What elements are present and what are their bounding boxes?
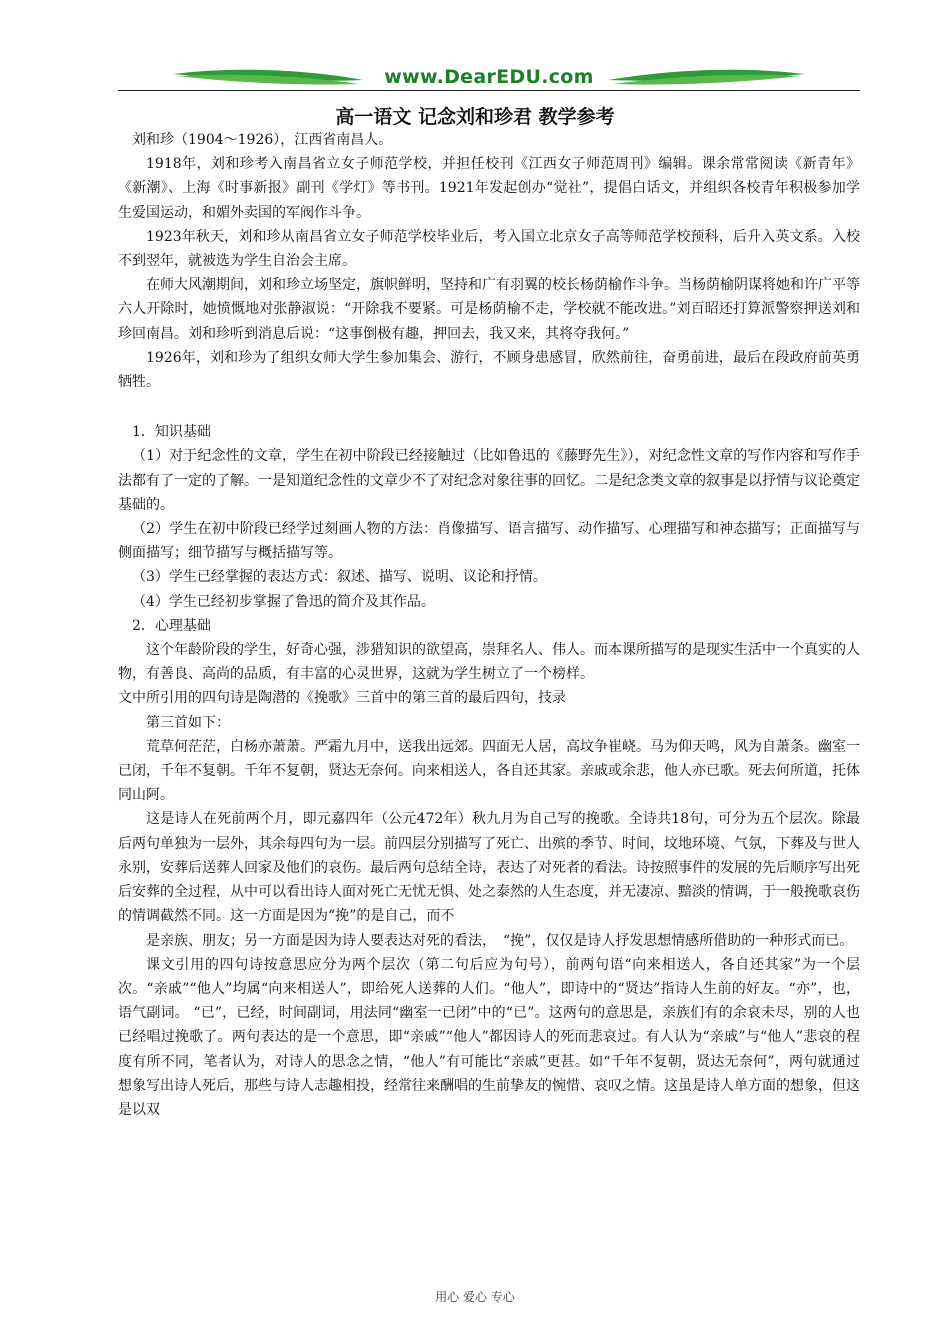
page-title: 高一语文 记念刘和珍君 教学参考: [335, 106, 615, 128]
paragraph: 这个年龄阶段的学生，好奇心强，涉猎知识的欲望高，崇拜名人、伟人。而本课所描写的是现实生活中一个真实的人物，有善良、高尚的品质，有丰富的心灵世界，这就为学生树立了一个榜样。: [118, 642, 860, 683]
blank-spacer: [118, 394, 860, 420]
document-body: [118, 128, 860, 1122]
section-heading: 2．心理基础: [132, 617, 211, 634]
section-heading: 1．知识基础: [132, 424, 211, 441]
site-header-logo: [118, 60, 860, 94]
poem-text: 荒草何茫茫，白杨亦萧萧。严霜九月中，送我出远郊。四面无人居，高坟争崔峣。马为仰天鸣，风为自萧条。幽室一已闭，千年不复朝。千年不复朝，贤达无奈何。向来相送人，各自还其家。亲戚或余悲，他人亦已歌。死去何所道，托体同山阿。: [118, 738, 860, 804]
paragraph: 第三首如下：: [146, 714, 230, 731]
paragraph: （1）对于纪念性的文章，学生在初中阶段已经接触过（比如鲁迅的《藤野先生》），对纪念性文章的写作内容和写作手法都有了一定的了解。一是知道纪念性的文章少不了对纪念对象往事的回忆。二是纪念类文章的叙事是以抒情与议论奠定基础的。: [118, 448, 860, 513]
site-logo-text: www.DearEDU.com: [384, 66, 594, 88]
paragraph: 是亲族、朋友；另一方面是因为诗人要表达对死的看法， “挽”，仅仅是诗人抒发思想情感所借助的一种形式而已。: [146, 932, 854, 949]
paragraph: 1926年，刘和珍为了组织女师大学生参加集会、游行，不顾身患感冒，欣然前往，奋勇前进，最后在段政府前英勇牺牲。: [118, 349, 860, 391]
paragraph: 1918年，刘和珍考入南昌省立女子师范学校，并担任校刊《江西女子师范周刊》编辑。课余常常阅读《新青年》《新潮》、上海《时事新报》副刊《学灯》等书刊。1921年发起创办“觉社”，提倡白话文，并组织各校青年积极参加学生爱国运动，和媚外卖国的军阀作斗争。: [118, 156, 860, 221]
paragraph: 在师大风潮期间，刘和珍立场坚定，旗帜鲜明，坚持和广有羽翼的校长杨荫榆作斗争。当杨荫榆阴谋将她和许广平等六人开除时，她愤慨地对张静淑说：“开除我不要紧。可是杨荫榆不走，学校就不能改进。”刘百昭还打算派警察押送刘和珍回南昌。刘和珍听到消息后说：“这事倒极有趣，押回去，我又来，其将夺我何。”: [118, 277, 860, 342]
paragraph: （3）学生已经掌握的表达方式：叙述、描写、说明、议论和抒情。: [132, 569, 547, 586]
paragraph: 1923年秋天，刘和珍从南昌省立女子师范学校毕业后，考入国立北京女子高等师范学校预科，后升入英文系。入校不到翌年，就被选为学生自治会主席。: [118, 228, 860, 270]
paragraph: （4）学生已经初步掌握了鲁迅的简介及其作品。: [132, 593, 435, 610]
paragraph-intro: 刘和珍（1904～1926），江西省南昌人。: [132, 132, 393, 148]
page-footer: 用心 爱心 专心: [435, 1290, 515, 1304]
paragraph: 这是诗人在死前两个月，即元嘉四年（公元472年）秋九月为自己写的挽歌。全诗共18句，可分为五个层次。除最后两句单独为一层外，其余每四句为一层。前四层分别描写了死亡、出殡的季节、时间，坟地环境、气氛，下葬及与世人永别，安葬后送葬人回家及他们的哀伤。最后两句总结全诗，表达了对死者的看法。诗按照事件的发展的先后顺序写出死后安葬的全过程，从中可以看出诗人面对死亡无忧无惧、处之泰然的人生态度，并无凄凉、黯淡的情调，于一般挽歌哀伤的情调截然不同。这一方面是因为“挽”的是自己，而不: [118, 811, 860, 925]
paragraph: 文中所引用的四句诗是陶潜的《挽歌》三首中的第三首的最后四句，技录: [118, 690, 566, 707]
paragraph: （2）学生在初中阶段已经学过刻画人物的方法：肖像描写、语言描写、动作描写、心理描写和神态描写；正面描写与侧面描写；细节描写与概括描写等。: [118, 521, 860, 562]
header-divider: [118, 90, 860, 91]
paragraph: 课文引用的四句诗按意思应分为两个层次（第二句后应为句号），前两句语“向来相送人，各自还其家”为一个层次。“亲戚”“他人”均属“向来相送人”，即给死人送葬的人们。“他人”，即诗中的“贤达”指诗人生前的好友。“亦”，也，语气副词。 “已”，已经，时间副词，用法同“幽室一已闭”中的“已”。这两句的意思是，亲族们有的余哀未尽，别的人也已经唱过挽歌了。两句表达的是一个意思，即“亲戚”“他人”都因诗人的死而悲哀过。有人认为“亲戚”与“他人”悲哀的程度有所不同，笔者认为，对诗人的思念之情，“他人”有可能比“亲戚”更甚。如“千年不复朝，贤达无奈何”，两句就通过想象写出诗人死后，那些与诗人志趣相投，经常往来酬唱的生前挚友的惋惜、哀叹之情。这虽是诗人单方面的想象，但这是以双: [118, 956, 860, 1118]
